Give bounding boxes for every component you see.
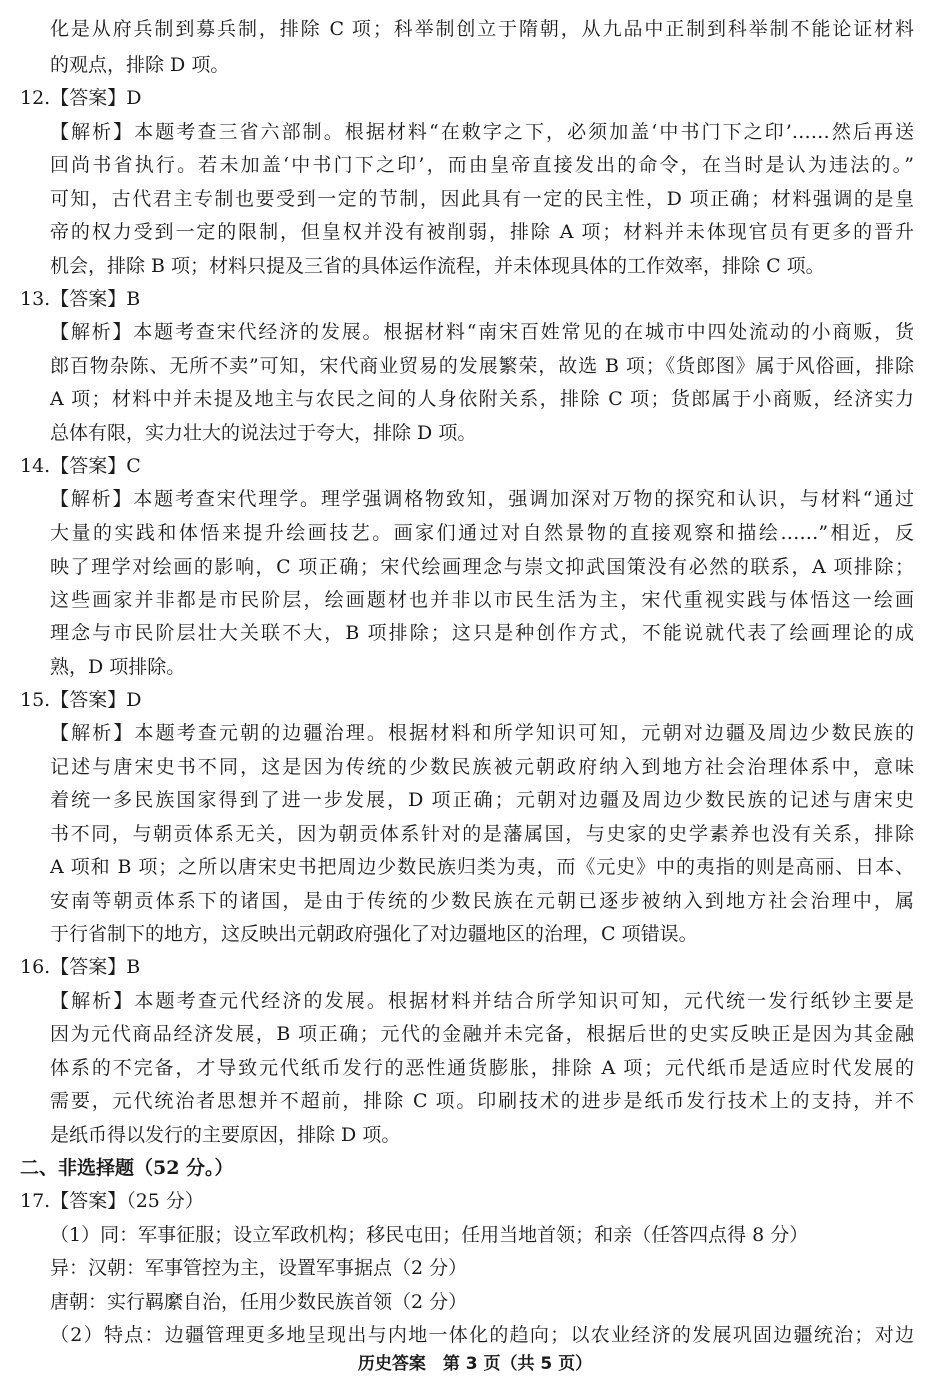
text-line: 的观点，排除 D 项。 xyxy=(50,54,230,76)
text-line: 书不同，与朝贡体系无关，因为朝贡体系针对的是藩属国，与史家的史学素养也没有关系，排除 xyxy=(50,823,914,845)
text-line: （1）同：军事征服；设立军政机构；移民屯田；任用当地首领；和亲（任答四点得 8 分） xyxy=(50,1224,809,1246)
page-footer: 历史答案 第 3 页（共 5 页） xyxy=(357,1354,593,1374)
text-line: 总体有限，实力壮大的说法过于夸大，排除 D 项。 xyxy=(50,422,477,444)
text-line: 理念与市民阶层壮大关联不大，B 项排除；这只是种创作方式，不能说就代表了绘画理论的成 xyxy=(50,622,914,644)
text-line: 【解析】本题考查元朝的边疆治理。根据材料和所学知识可知，元朝对边疆及周边少数民族的 xyxy=(50,722,914,744)
text-line: 回尚书省执行。若未加盖‘中书门下之印’，而由皇帝直接发出的命令，在当时是认为违法的。” xyxy=(50,154,914,176)
text-line: 这些画家并非都是市民阶层，绘画题材也并非以市民生活为主，宋代重视实践与体悟这一绘画 xyxy=(50,589,914,611)
text-line: 记述与唐宋史书不同，这是因为传统的少数民族被元朝政府纳入到地方社会治理体系中，意味 xyxy=(50,756,914,778)
text-line: 郎百物杂陈、无所不卖”可知，宋代商业贸易的发展繁荣，故选 B 项；《货郎图》属于风俗画，排除 xyxy=(50,355,914,377)
text-line: A 项和 B 项；之所以唐宋史书把周边少数民族归类为夷，而《元史》中的夷指的则是高丽、日本、 xyxy=(50,856,914,878)
text-line: 因为元代商品经济发展，B 项正确；元代的金融并未完备，根据后世的史实反映正是因为其金融 xyxy=(50,1023,914,1045)
text-line: 安南等朝贡体系下的诸国，是由于传统的少数民族在元朝已逐步被纳入到地方社会治理中，属 xyxy=(50,890,914,912)
text-line: 映了理学对绘画的影响，C 项正确；宋代绘画理念与崇文抑武国策没有必然的联系，A 项排除； xyxy=(50,556,914,578)
text-line: 【解析】本题考查宋代理学。理学强调格物致知，强调加深对万物的探究和认识，与材料“通过 xyxy=(50,488,914,510)
text-line: 着统一多民族国家得到了进一步发展，D 项正确；元朝对边疆及周边少数民族的记述与唐宋史 xyxy=(50,789,914,811)
text-line: 需要，元代统治者思想并不超前，排除 C 项。印刷技术的进步是纸币发行技术上的支持，并不 xyxy=(50,1090,914,1112)
text-line: A 项；材料中并未提及地主与农民之间的人身依附关系，排除 C 项；货郎属于小商贩，经济实力 xyxy=(50,388,914,410)
text-line: （2）特点：边疆管理更多地呈现出与内地一体化的趋向；以农业经济的发展巩固边疆统治；对边 xyxy=(50,1324,914,1346)
text-line: 【解析】本题考查元代经济的发展。根据材料并结合所学知识可知，元代统一发行纸钞主要是 xyxy=(50,990,914,1012)
answer-heading: 12.【答案】D xyxy=(20,87,142,109)
text-line: 体系的不完备，才导致元代纸币发行的恶性通货膨胀，排除 A 项；元代纸币是适应时代发展的 xyxy=(50,1057,914,1079)
text-line: 帝的权力受到一定的限制，但皇权并没有被削弱，排除 A 项；材料并未体现官员有更多的晋升 xyxy=(50,221,914,243)
answer-heading: 16.【答案】B xyxy=(20,956,141,978)
text-line: 可知，古代君主专制也要受到一定的节制，因此具有一定的民主性，D 项正确；材料强调的是皇 xyxy=(50,188,914,210)
answer-heading: 15.【答案】D xyxy=(20,689,142,711)
text-line: 异：汉朝：军事管控为主，设置军事据点（2 分） xyxy=(50,1257,468,1279)
answer-heading: 17.【答案】（25 分） xyxy=(20,1190,204,1212)
answer-heading: 14.【答案】C xyxy=(20,455,141,477)
text-line: 【解析】本题考查宋代经济的发展。根据材料“南宋百姓常见的在城市中四处流动的小商贩，货 xyxy=(50,321,914,343)
text-line: 大量的实践和体悟来提升绘画技艺。画家们通过对自然景物的直接观察和描绘……”相近，反 xyxy=(50,522,914,544)
text-line: 熟，D 项排除。 xyxy=(50,656,186,678)
text-line: 是纸币得以发行的主要原因，排除 D 项。 xyxy=(50,1124,401,1146)
text-line: 【解析】本题考查三省六部制。根据材料“在敕字之下，必须加盖‘中书门下之印’……然后再送 xyxy=(50,121,914,143)
answer-heading: 13.【答案】B xyxy=(20,288,141,310)
text-line: 机会，排除 B 项；材料只提及三省的具体运作流程，并未体现具体的工作效率，排除 C 项。 xyxy=(50,255,825,277)
text-line: 于行省制下的地方，这反映出元朝政府强化了对边疆地区的治理，C 项错误。 xyxy=(50,923,698,945)
section-heading: 二、非选择题（52 分。） xyxy=(20,1157,234,1179)
text-line: 唐朝：实行羁縻自治，任用少数民族首领（2 分） xyxy=(50,1291,468,1313)
text-line: 化是从府兵制到募兵制，排除 C 项；科举制创立于隋朝，从九品中正制到科举制不能论证材料 xyxy=(50,18,914,40)
